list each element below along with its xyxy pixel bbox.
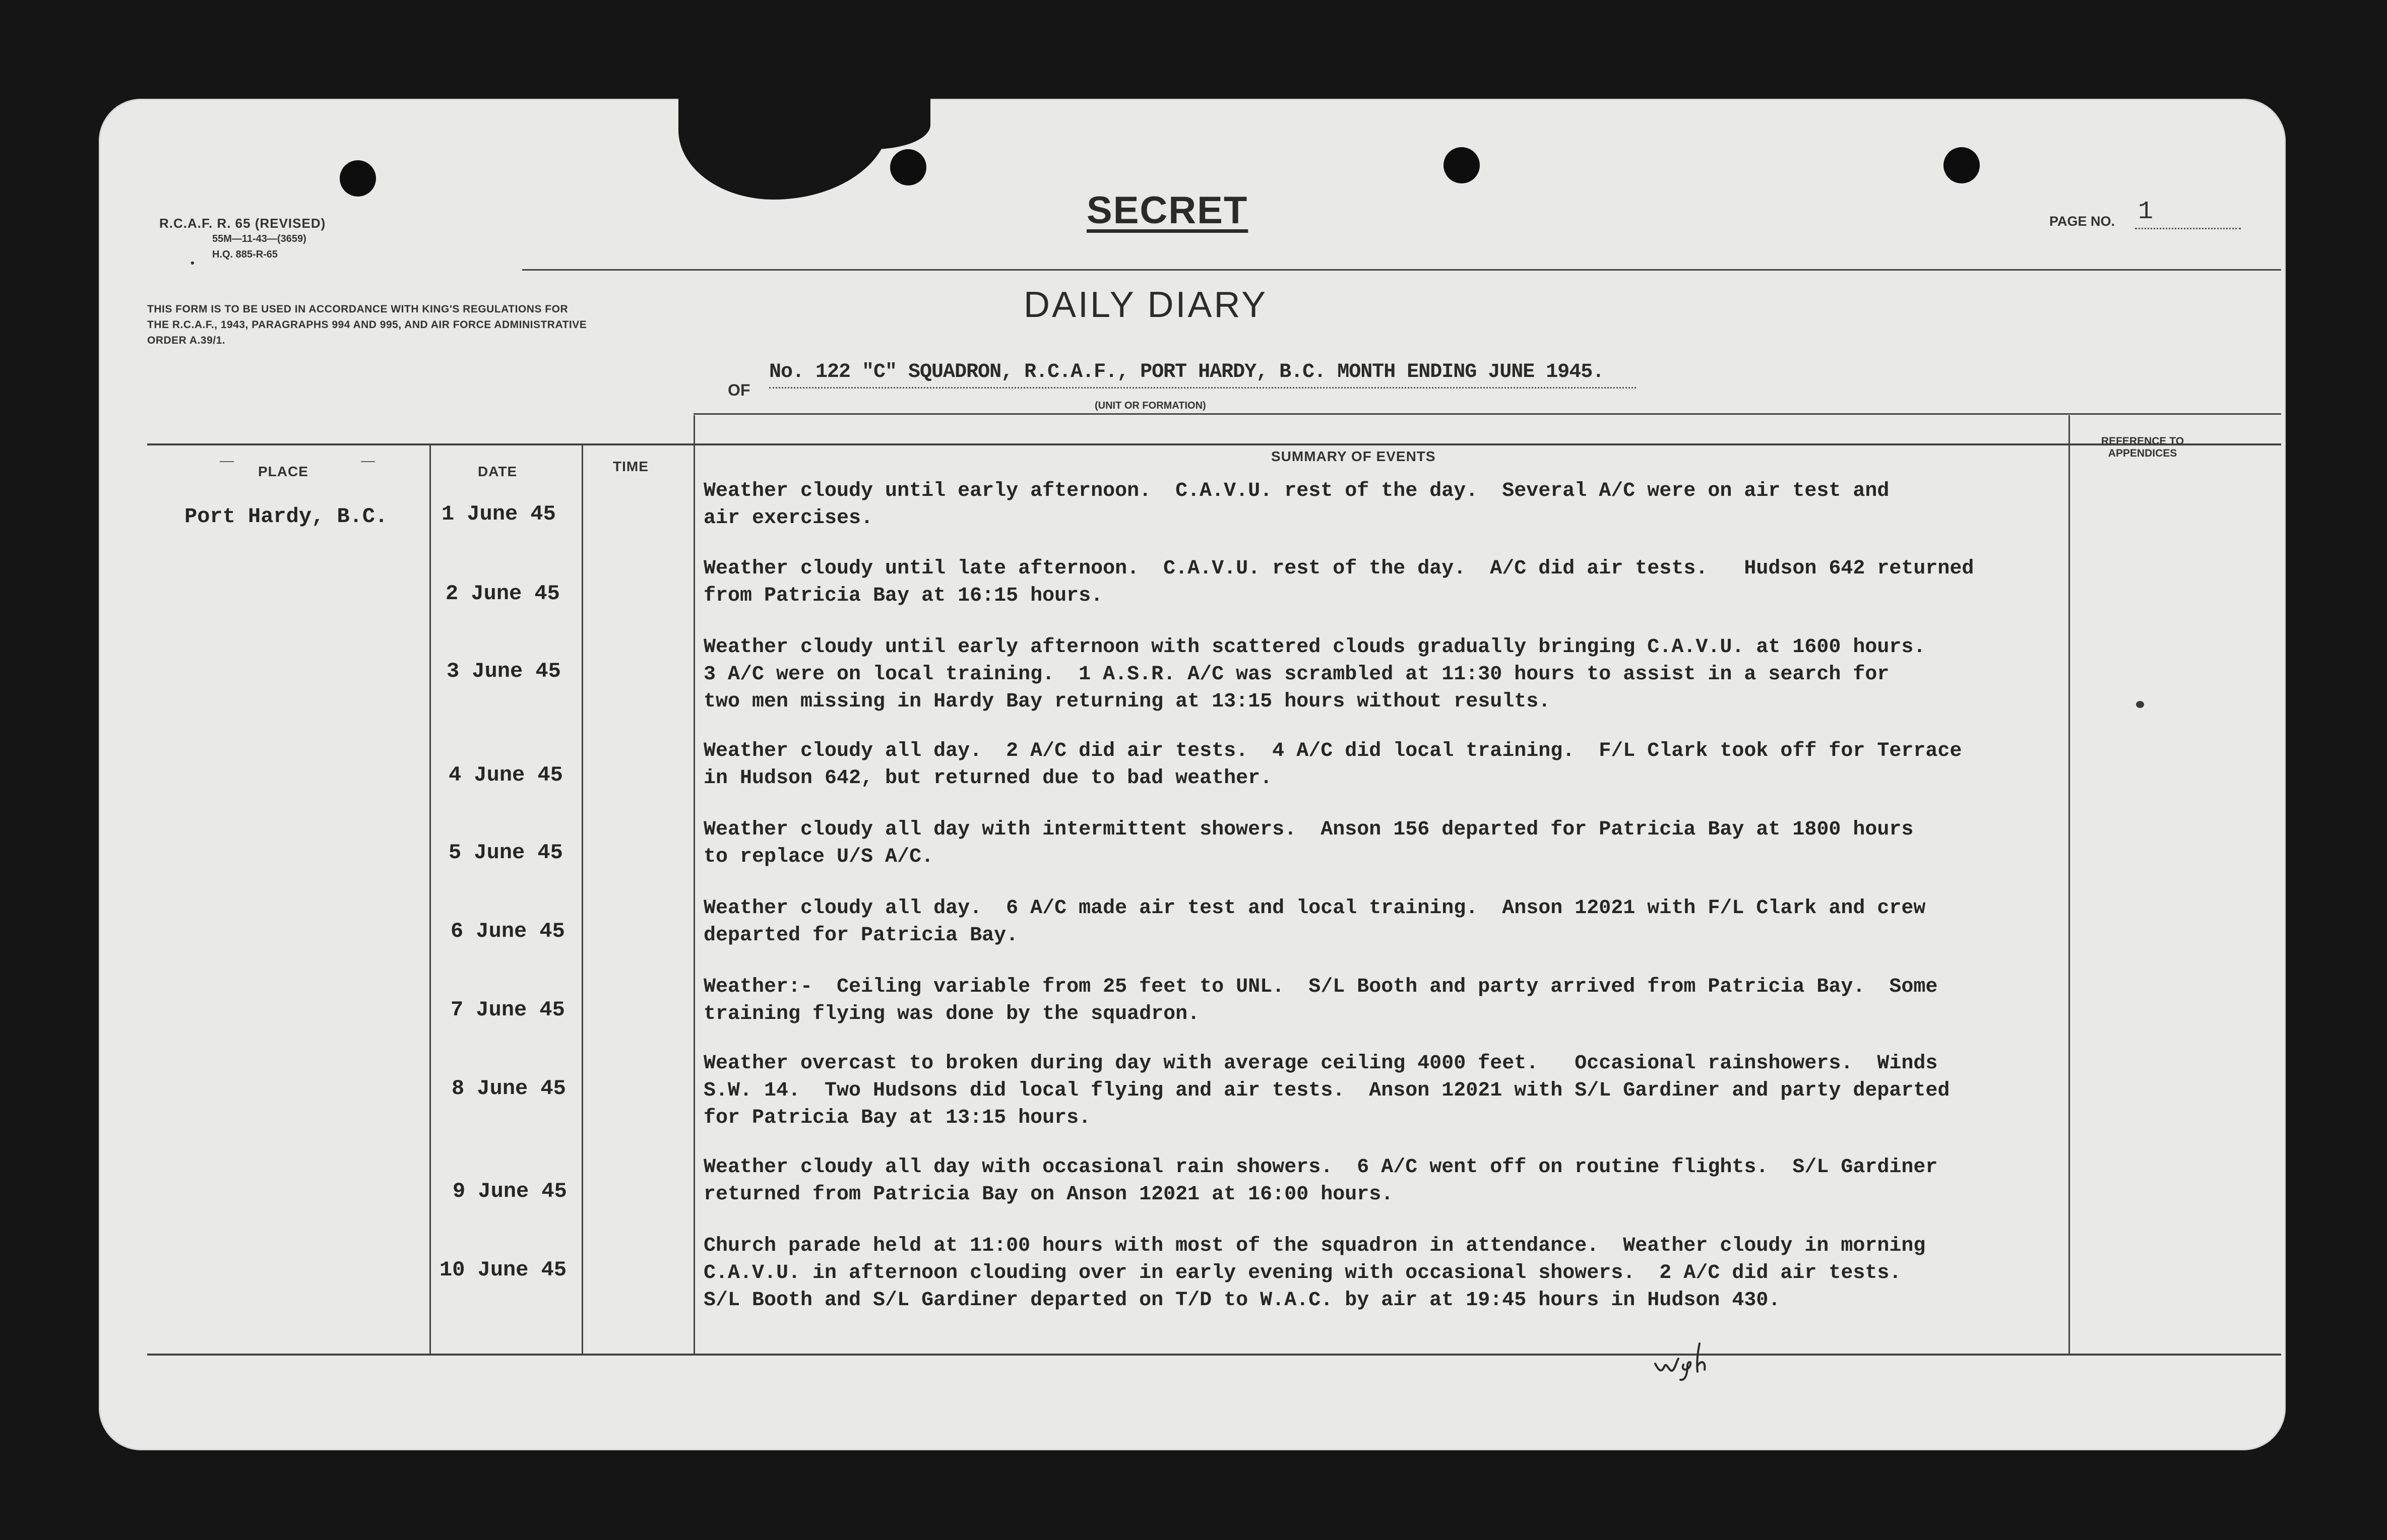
- entry-summary: Weather cloudy until early afternoon. C.A.V.U. rest of the day. Several A/C were on air test and air exercises.: [704, 480, 1890, 530]
- column-header-time: TIME: [613, 459, 649, 474]
- page-number-line: [2135, 228, 2241, 229]
- column-divider-summary: [2068, 415, 2070, 1354]
- entry-summary: Weather:- Ceiling variable from 25 feet to UNL. S/L Booth and party arrived from Patricia Bay. Some training flying was done by the squadron.: [704, 976, 1938, 1025]
- column-divider-place: [429, 445, 431, 1354]
- form-instructions: THIS FORM IS TO BE USED IN ACCORDANCE WITH KING'S REGULATIONS FOR THE R.C.A.F., 1943, PARAGRAPHS 994 AND 995, AND AIR FORCE ADMINISTRATIVE ORDER A.39/1.: [147, 303, 587, 346]
- entry-summary: Weather cloudy all day with occasional rain showers. 6 A/C went off on routine flights. S/L Gardiner returned from Patricia Bay on Anson 12021 at 16:00 hours.: [704, 1156, 1938, 1206]
- entry-date: 3 June 45: [447, 659, 561, 683]
- place-value: Port Hardy, B.C.: [184, 504, 388, 529]
- page-title: DAILY DIARY: [1024, 285, 1268, 325]
- stray-mark: [2136, 701, 2144, 708]
- punch-hole: [1943, 147, 1980, 183]
- table-bottom-rule: [147, 1354, 2281, 1356]
- column-header-place: PLACE: [258, 464, 308, 479]
- page-number-label: PAGE NO.: [2049, 214, 2115, 229]
- entry-date: 8 June 45: [452, 1076, 566, 1101]
- classification-heading: SECRET: [1087, 189, 1248, 232]
- form-print-code: 55M—11-43—(3659): [212, 233, 306, 244]
- punch-hole: [890, 149, 926, 185]
- form-hq-code: H.Q. 885-R-65: [212, 249, 278, 260]
- place-header-dash: —: [361, 453, 375, 468]
- form-identifier: [159, 216, 326, 269]
- table-header-rule: [147, 443, 2281, 445]
- table-top-rule: [694, 413, 2281, 415]
- form-number: R.C.A.F. R. 65 (REVISED): [159, 216, 326, 231]
- entry-summary: Weather cloudy all day. 2 A/C did air tests. 4 A/C did local training. F/L Clark took off for Terrace in Hudson 642, but returned due to bad weather.: [704, 740, 1962, 790]
- header-rule: [522, 269, 2281, 271]
- entry-date: 9 June 45: [453, 1179, 567, 1203]
- punch-hole: [340, 160, 376, 197]
- entry-summary: Weather overcast to broken during day with average ceiling 4000 feet. Occasional rainshowers. Winds S.W. 14. Two Hudsons did local flying and air tests. Anson 12021 with S/L Gardiner and party departed for Patricia Bay at 13:15 hours.: [704, 1052, 1950, 1129]
- column-divider-date: [582, 445, 583, 1354]
- handwritten-initials: [1651, 1338, 1747, 1386]
- entry-summary: Weather cloudy until late afternoon. C.A.V.U. rest of the day. A/C did air tests. Hudson 642 returned from Patricia Bay at 16:15 hours.: [704, 557, 1974, 607]
- entry-date: 5 June 45: [449, 841, 563, 865]
- entry-date: 7 June 45: [451, 998, 565, 1022]
- entry-summary: Weather cloudy all day. 6 A/C made air test and local training. Anson 12021 with F/L Clark and crew departed for Patricia Bay.: [704, 897, 1926, 947]
- entry-summary: Church parade held at 11:00 hours with most of the squadron in attendance. Weather cloudy in morning C.A.V.U. in afternoon clouding over in early evening with occasional showers. 2 A/C did air tests. S/L Booth and S/L Gardiner departed on T/D to W.A.C. by air at 19:45 hours in Hudson 430.: [704, 1235, 1926, 1312]
- entry-date: 1 June 45: [442, 502, 556, 526]
- entry-date: 4 June 45: [449, 763, 563, 787]
- place-header-dash: —: [220, 453, 234, 468]
- unit-of-label: OF: [728, 381, 750, 399]
- entry-summary: Weather cloudy all day with intermittent showers. Anson 156 departed for Patricia Bay at 1800 hours to replace U/S A/C.: [704, 818, 1914, 868]
- entry-date: 10 June 45: [439, 1258, 567, 1282]
- entry-date: 2 June 45: [446, 582, 560, 606]
- page-number-value: 1: [2138, 198, 2154, 226]
- form-bullet: •: [191, 256, 195, 269]
- entry-summary: Weather cloudy until early afternoon with scattered clouds gradually bringing C.A.V.U. at 1600 hours. 3 A/C were on local training. 1 A.S.R. A/C was scrambled at 11:30 hours to assist in a search for two men missing in Hardy Bay returning at 13:15 hours without results.: [704, 636, 1926, 713]
- unit-formation-value: No. 122 "C" SQUADRON, R.C.A.F., PORT HARDY, B.C. MONTH ENDING JUNE 1945.: [769, 361, 1604, 383]
- entry-date: 6 June 45: [451, 919, 565, 943]
- column-header-date: DATE: [478, 464, 518, 479]
- unit-caption: (UNIT OR FORMATION): [1095, 400, 1206, 411]
- column-header-reference: REFERENCE TO APPENDICES: [2101, 435, 2184, 459]
- punch-hole: [1443, 147, 1480, 183]
- column-divider-time: [694, 415, 695, 1354]
- column-header-summary: SUMMARY OF EVENTS: [1271, 448, 1436, 464]
- unit-underline: [769, 387, 1636, 389]
- diary-page: [99, 99, 2286, 1450]
